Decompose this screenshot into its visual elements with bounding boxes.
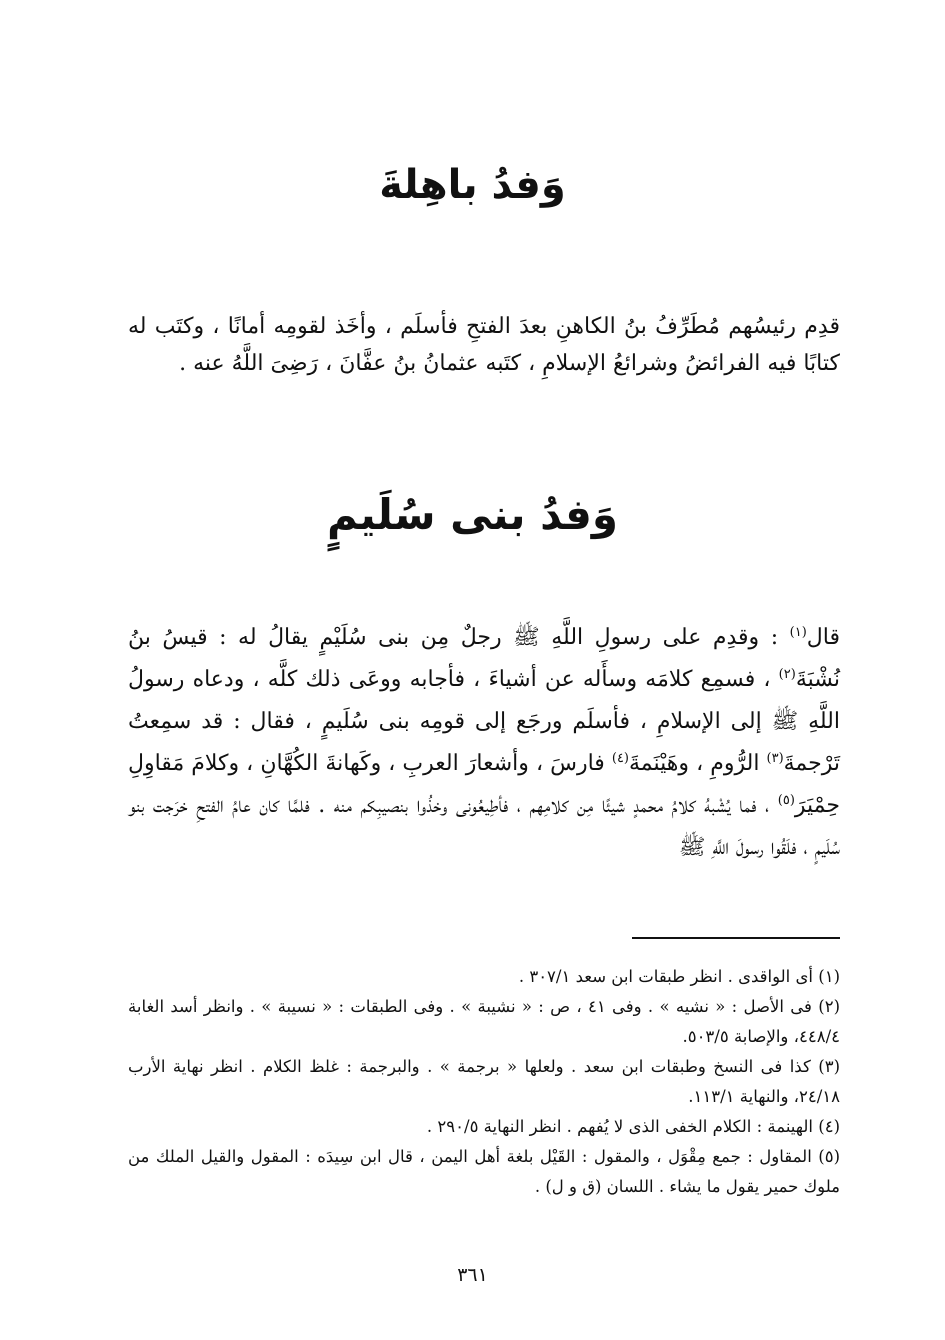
footnote-4: (٤) الهينمة : الكلام الخفى الذى لا يُفهم . انظر النهاية ٢٩٠/٥ . bbox=[426, 1117, 840, 1136]
section-title-bani-sulaym: وَفدُ بنى سُلَيمٍ bbox=[326, 490, 619, 539]
text-segment: قال bbox=[806, 625, 840, 650]
paragraph-bahila: قدِم رئيسُهم مُطَرِّفُ بنُ الكاهنِ بعدَ الفتحِ فأسلَم ، وأخَذ لقومِه أمانًا ، وكتَب له كتابًا فيه الفرائضُ وشرائعُ الإسلامِ ، كتَبه عثمانُ بنُ عفَّانَ ، رَضِىَ اللَّهُ عنه . bbox=[128, 314, 840, 376]
text-segment: : وقدِم على رسولِ اللَّهِ ﷺ رجلٌ مِن بنى سُلَيْمٍ يقالُ له : قيسُ بنُ نُشْبَةَ bbox=[128, 625, 840, 692]
footnote-ref: (٣) bbox=[766, 751, 784, 766]
footnote-2: (٢) فى الأصل : « نشيه » . وفى ٤١ ، ص : « نشيبة » . وفى الطبقات : « نسيبة » . وانظر أسد الغابة ٤٤٨/٤، والإصابة ٥٠٣/٥. bbox=[128, 997, 840, 1046]
footnote-1: (١) أى الواقدى . انظر طبقات ابن سعد ٣٠٧/١ . bbox=[518, 967, 840, 986]
text-segment: ، فسمِع كلامَه وسأَله عن أشياءَ ، فأجابه ووعَى ذلك كلَّه ، ودعاه رسولُ اللَّهِ ﷺ إلى الإسلامِ ، فأسلَم ورجَع إلى قومِه بنى سُلَيمٍ ، فقال : قد سمِعتُ تَرْجمةَ bbox=[128, 667, 841, 776]
text-segment: ، فما يُشْبهُ كلامُ محمدٍ شيئًا مِن كلامِهم ، فأطِيعُونى وخذُوا بنصيبِكم منه . فلمَّا كان عامُ الفتحِ خرَجت بنو سُلَيمٍ ، فلَقُوا رسولَ اللَّهِ ﷺ bbox=[128, 793, 840, 860]
paragraph-bani-sulaym bbox=[128, 617, 840, 869]
footnote-ref: (٤) bbox=[611, 751, 629, 766]
footnotes-list bbox=[128, 962, 840, 1202]
footnote-5: (٥) المقاول : جمع مِقْوَل ، والمقول : القَيْل بلغة أهل اليمن ، قال ابن سِيدَه : المقول والقيل الملك من ملوك حمير يقول ما يشاء . اللسان (ق و ل) . bbox=[128, 1147, 840, 1196]
section-title-bahila: وَفدُ باهِلةَ bbox=[379, 162, 566, 208]
footnote-3: (٣) كذا فى النسخ وطبقات ابن سعد . ولعلها « برجمة » . والبرجمة : غلظ الكلام . انظر نهاية الأرب ٢٤/١٨، والنهاية ١١٣/١. bbox=[128, 1057, 840, 1106]
page-number: ٣٦١ bbox=[457, 1264, 488, 1286]
footnote-divider bbox=[632, 937, 840, 939]
footnote-ref: (٢) bbox=[778, 667, 796, 682]
text-segment: فارسَ ، وأشعارَ العربِ ، وكَهانةَ الكُهَّانِ ، وكلامَ مَقاوِلِ حِمْيَرَ bbox=[128, 751, 840, 818]
footnote-ref: (٥) bbox=[777, 793, 795, 808]
text-segment: الرُّومِ ، وهَيْنَمةَ bbox=[629, 751, 767, 776]
footnote-ref: (١) bbox=[789, 625, 807, 640]
